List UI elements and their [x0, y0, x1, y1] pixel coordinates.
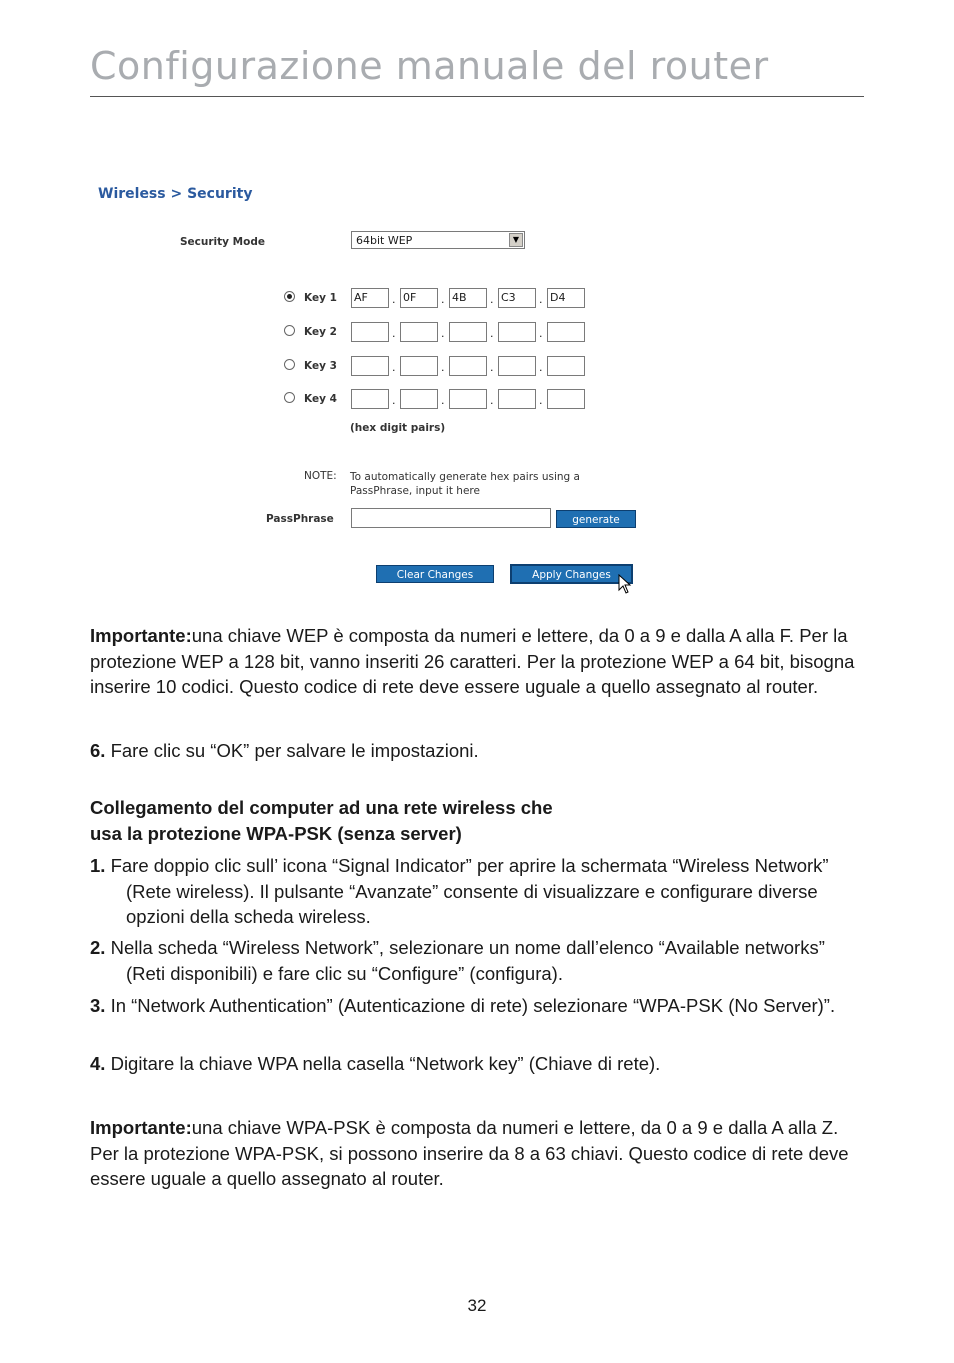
security-mode-label: Security Mode [180, 236, 265, 248]
separator: . [490, 361, 494, 374]
hex-hint: (hex digit pairs) [350, 422, 446, 434]
key-2-hex-field[interactable] [449, 322, 487, 342]
key-2-hex-field[interactable] [400, 322, 438, 342]
separator: . [392, 293, 396, 306]
router-security-screenshot [90, 170, 650, 610]
key-1-radio[interactable] [284, 291, 295, 302]
step-text: Nella scheda “Wireless Network”, selezionare un nome dall’elenco “Available networks” (Reti disponibili) e fare clic su “Configure” (configura). [105, 937, 825, 984]
note-label: NOTE: [304, 470, 337, 482]
key-2-label: Key 2 [304, 326, 337, 338]
key-4-radio[interactable] [284, 392, 295, 403]
separator: . [441, 361, 445, 374]
page-number: 32 [467, 1296, 487, 1315]
separator: . [539, 394, 543, 407]
step-text: In “Network Authentication” (Autenticazione di rete) selezionare “WPA-PSK (No Server)”. [105, 995, 836, 1016]
step-text: Digitare la chiave WPA nella casella “Network key” (Chiave di rete). [105, 1053, 661, 1074]
separator: . [539, 327, 543, 340]
separator: . [441, 293, 445, 306]
key-1-hex-field[interactable]: D4 [547, 288, 585, 308]
step-number: 2. [90, 937, 106, 958]
important-label: Importante: [90, 1117, 192, 1138]
key-1-hex-field[interactable]: 4B [449, 288, 487, 308]
separator: . [392, 327, 396, 340]
key-3-hex-field[interactable] [449, 356, 487, 376]
step-number: 6. [90, 740, 106, 761]
key-3-hex-field[interactable] [400, 356, 438, 376]
key-4-hex-field[interactable] [400, 389, 438, 409]
key-1-label: Key 1 [304, 292, 337, 304]
step-6 [90, 738, 860, 764]
important-wep-text: una chiave WEP è composta da numeri e lettere, da 0 a 9 e dalla A alla F. Per la protezione WEP a 128 bit, vanno inseriti 26 caratteri. Per la protezione WEP a 64 bit, bisogna inserire 10 codici. Questo codice di rete deve essere uguale a quello assegnato al router. [90, 625, 855, 697]
step-number: 4. [90, 1053, 106, 1074]
generate-button[interactable]: generate [556, 510, 636, 528]
important-wpa-paragraph [90, 1115, 860, 1192]
key-4-hex-field[interactable] [547, 389, 585, 409]
important-wep-paragraph [90, 623, 860, 700]
breadcrumb[interactable]: Wireless > Security [98, 186, 253, 202]
section-heading-line-2: usa la protezione WPA-PSK (senza server) [90, 822, 462, 844]
key-4-hex-field[interactable] [449, 389, 487, 409]
key-1-hex-field[interactable]: 0F [400, 288, 438, 308]
list-item [90, 853, 860, 930]
separator: . [539, 293, 543, 306]
key-2-hex-field[interactable] [498, 322, 536, 342]
apply-changes-button[interactable]: Apply Changes [511, 565, 632, 583]
step-text: Fare doppio clic sull’ icona “Signal Indicator” per aprire la schermata “Wireless Network” (Rete wireless). Il pulsante “Avanzate” consente di visualizzare e configurare diverse opzioni della scheda wireless. [105, 855, 829, 927]
key-1-hex-field[interactable]: C3 [498, 288, 536, 308]
passphrase-label: PassPhrase [266, 513, 334, 525]
key-2-radio[interactable] [284, 325, 295, 336]
separator: . [441, 327, 445, 340]
security-mode-value: 64bit WEP [356, 234, 413, 247]
key-3-hex-field[interactable] [351, 356, 389, 376]
step-number: 1. [90, 855, 106, 876]
list-item [90, 935, 860, 986]
list-item [90, 993, 860, 1019]
separator: . [539, 361, 543, 374]
important-wpa-text: una chiave WPA-PSK è composta da numeri e lettere, da 0 a 9 e dalla A alla Z. Per la protezione WPA-PSK, si possono inserire da 8 a 63 chiavi. Questo codice di rete deve essere uguale a quello assegnato al router. [90, 1117, 849, 1189]
section-heading [90, 795, 553, 846]
separator: . [490, 327, 494, 340]
key-2-hex-field[interactable] [547, 322, 585, 342]
key-4-label: Key 4 [304, 393, 337, 405]
title-divider [90, 96, 864, 97]
separator: . [441, 394, 445, 407]
section-heading-line-1: Collegamento del computer ad una rete wireless che [90, 797, 553, 818]
step-text: Fare clic su “OK” per salvare le impostazioni. [105, 740, 479, 761]
page-title: Configurazione manuale del router [90, 44, 769, 88]
key-1-hex-field[interactable]: AF [351, 288, 389, 308]
key-3-hex-field[interactable] [498, 356, 536, 376]
list-item [90, 1051, 860, 1077]
key-4-hex-field[interactable] [498, 389, 536, 409]
key-4-hex-field[interactable] [351, 389, 389, 409]
mouse-pointer-icon [618, 574, 632, 594]
key-3-label: Key 3 [304, 360, 337, 372]
key-2-hex-field[interactable] [351, 322, 389, 342]
key-3-radio[interactable] [284, 359, 295, 370]
separator: . [392, 361, 396, 374]
passphrase-input[interactable] [351, 508, 551, 528]
key-3-hex-field[interactable] [547, 356, 585, 376]
clear-changes-button[interactable]: Clear Changes [376, 565, 494, 583]
security-mode-select[interactable] [351, 231, 525, 249]
step-number: 3. [90, 995, 106, 1016]
important-label: Importante: [90, 625, 192, 646]
separator: . [490, 394, 494, 407]
separator: . [490, 293, 494, 306]
chevron-down-icon[interactable]: ▼ [509, 233, 523, 247]
separator: . [392, 394, 396, 407]
note-text: To automatically generate hex pairs using a PassPhrase, input it here [350, 471, 580, 497]
